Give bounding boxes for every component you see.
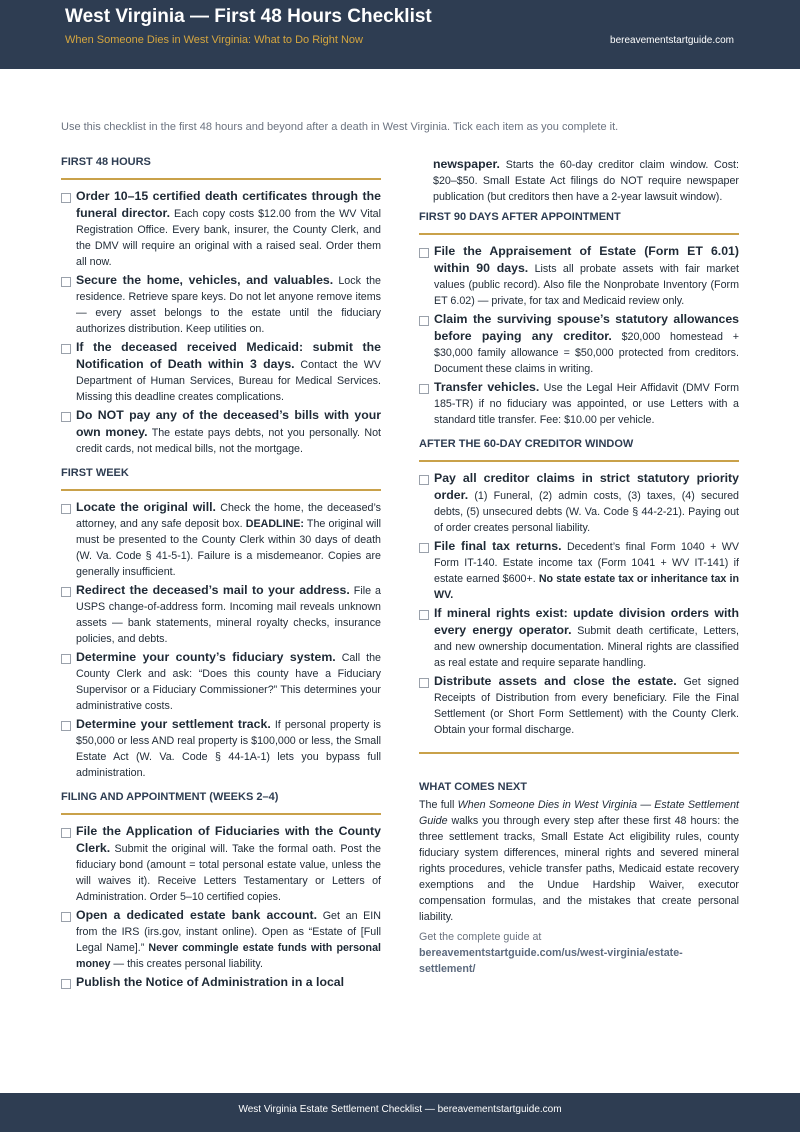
section-heading-first-week: FIRST WEEK bbox=[61, 467, 381, 491]
tax-note: No state estate tax or inheritance tax in WV. bbox=[434, 573, 739, 601]
what-comes-next-body: The full When Someone Dies in West Virginia — Estate Settlement Guide walks you through every step after these first 48 hours: the three settlement tracks, Small Estate Act eligibility rules, county fiduciary system differences, mineral rights and severed mineral rights procedures, vehicle transfer paths, Medicaid estate recovery exemptions and the Undue Hardship Waiver, executor compensation formulas, and the mistakes that create personal liability. bbox=[419, 799, 739, 923]
checkbox[interactable] bbox=[419, 543, 429, 553]
page-title: West Virginia — First 48 Hours Checklist bbox=[65, 6, 432, 27]
checkbox[interactable] bbox=[419, 475, 429, 485]
item-lead: Locate the original will. bbox=[76, 500, 216, 514]
item-lead: Publish the Notice of Administration in a local bbox=[76, 975, 345, 989]
header-site: bereavementstartguide.com bbox=[610, 35, 734, 46]
page-header bbox=[0, 0, 800, 69]
item-body: $20,000 homestead + $30,000 family allowance = $50,000 protected from creditors. Document these claims in writing. bbox=[434, 331, 739, 375]
section-heading-after-60-day: AFTER THE 60-DAY CREDITOR WINDOW bbox=[419, 438, 739, 462]
item-lead: File the Application of Fiduciaries with the County Clerk. bbox=[76, 824, 381, 855]
right-column bbox=[419, 156, 739, 977]
item-lead: Determine your county’s fiduciary system. bbox=[76, 650, 336, 664]
checkbox[interactable] bbox=[61, 504, 71, 514]
checkbox[interactable] bbox=[61, 979, 71, 989]
deadline-label: DEADLINE: bbox=[245, 518, 304, 530]
checklist-item bbox=[419, 605, 739, 671]
item-body: Get signed Receipts of Distribution from every beneficiary. File the Final Settlement (or Short Form Settlement) with the County Clerk. Obtain your formal discharge. bbox=[434, 676, 739, 736]
guide-link[interactable]: bereavementstartguide.com/us/west-virginia/estate-settlement/ bbox=[419, 947, 683, 975]
item-body: If personal property is $50,000 or less AND real property is $100,000 or less, the Small Estate Act (W. Va. Code § 44-1A-1) lets you bypass full administration. bbox=[76, 719, 381, 779]
what-comes-next-heading: WHAT COMES NEXT bbox=[419, 781, 527, 793]
item-body: Lock the residence. Retrieve spare keys. Do not let anyone remove items — every asset belongs to the estate until the fiduciary authorizes distribution. Keep utilities on. bbox=[76, 275, 381, 335]
item-lead: Open a dedicated estate bank account. bbox=[76, 908, 318, 922]
checkbox[interactable] bbox=[61, 721, 71, 731]
checklist-item bbox=[419, 379, 739, 428]
section-heading-first-90-days: FIRST 90 DAYS AFTER APPOINTMENT bbox=[419, 211, 739, 235]
item-body: Get an EIN from the IRS (irs.gov, instant online). Open as “Estate of [Full Legal Name].” bbox=[76, 910, 381, 954]
item-lead: Distribute assets and close the estate. bbox=[434, 674, 677, 688]
item-body: Submit the original will. Take the formal oath. Post the fiduciary bond (amount = total personal estate value, unless the will waives it). Receive Letters Testamentary or Letters of Administration. Order 5–10 certified copies. bbox=[76, 843, 381, 903]
checkbox[interactable] bbox=[61, 412, 71, 422]
checkbox[interactable] bbox=[61, 828, 71, 838]
item-lead: Order 10–15 certified death certificates through the funeral director. bbox=[76, 189, 381, 220]
checklist-item bbox=[61, 582, 381, 647]
item-body: The estate pays debts, not you personally. Not credit cards, not medical bills, not the mortgage. bbox=[76, 427, 381, 455]
item-body: Decedent’s final Form 1040 + WV Form IT-140. Estate income tax (Form 1041 + WV IT-141) if estate earned $600+. bbox=[434, 541, 739, 585]
checkbox[interactable] bbox=[419, 316, 429, 326]
item-lead: Claim the surviving spouse’s statutory allowances before paying any creditor. bbox=[434, 312, 739, 343]
item-lead: If the deceased received Medicaid: submit the Notification of Death within 3 days. bbox=[76, 340, 381, 371]
item-lead: File final tax returns. bbox=[434, 539, 562, 553]
warning-text: Never commingle estate funds with personal money bbox=[76, 942, 381, 970]
item-body: Contact the WV Department of Human Services, Bureau for Medical Services. Missing this deadline creates complications. bbox=[76, 359, 381, 403]
item-lead: newspaper. bbox=[433, 157, 500, 171]
checkbox[interactable] bbox=[61, 277, 71, 287]
checkbox[interactable] bbox=[61, 587, 71, 597]
item-body: (1) Funeral, (2) admin costs, (3) taxes, (4) secured debts, (5) unsecured debts (W. Va. Code § 44-2-21). Paying out of order creates personal liability. bbox=[434, 490, 739, 534]
checkbox[interactable] bbox=[419, 610, 429, 620]
item-lead: If mineral rights exist: update division orders with every energy operator. bbox=[434, 606, 739, 637]
checkbox[interactable] bbox=[419, 248, 429, 258]
checklist-item bbox=[61, 649, 381, 714]
checkbox[interactable] bbox=[61, 654, 71, 664]
checklist-item bbox=[61, 188, 381, 270]
section-heading-first-48-hours: FIRST 48 HOURS bbox=[61, 156, 381, 180]
checkbox[interactable] bbox=[61, 912, 71, 922]
checklist-item bbox=[419, 673, 739, 738]
item-body: Lists all probate assets with fair market values (public record). Also file the Nonprobate Inventory (Form ET 6.02) — private, for tax and Medicaid review only. bbox=[434, 263, 739, 307]
item-body: Check the home, the deceased’s attorney, and any safe deposit box. bbox=[76, 502, 382, 530]
checkbox[interactable] bbox=[61, 193, 71, 203]
checklist-item bbox=[419, 243, 739, 309]
checklist-item-continued bbox=[419, 156, 739, 205]
page-footer: West Virginia Estate Settlement Checklist — bereavementstartguide.com bbox=[0, 1093, 800, 1132]
item-lead: Do NOT pay any of the deceased’s bills with your own money. bbox=[76, 408, 381, 439]
item-body: Starts the 60-day creditor claim window. Cost: $20–$50. Small Estate Act filings do NOT require newspaper publication (but creditors then have a 2-year lawsuit window). bbox=[433, 159, 739, 203]
item-lead: Redirect the deceased’s mail to your address. bbox=[76, 583, 350, 597]
checklist-item bbox=[61, 974, 381, 991]
item-body: The original will must be presented to the County Clerk within 30 days of death (W. Va. Code § 41-5-1). Failure is a misdemeanor. Copies are generally insufficient. bbox=[76, 518, 381, 578]
checklist-item bbox=[61, 407, 381, 457]
checklist-item bbox=[419, 311, 739, 377]
left-column bbox=[61, 156, 381, 993]
checklist-item bbox=[61, 907, 381, 972]
checklist-item bbox=[61, 823, 381, 905]
item-body: Call the County Clerk and ask: “Does this county have a Fiduciary Supervisor or a Fiduciary Commissioner?” This determines your administrative costs. bbox=[76, 652, 381, 712]
checklist-item bbox=[61, 499, 381, 580]
item-lead: Secure the home, vehicles, and valuables. bbox=[76, 273, 334, 287]
checklist-item bbox=[419, 538, 739, 603]
divider bbox=[419, 752, 739, 754]
item-body: Submit death certificate, Letters, and new ownership documentation. Mineral rights are classified as real estate and require separate handling. bbox=[434, 625, 739, 669]
item-lead: Transfer vehicles. bbox=[434, 380, 540, 394]
cta-label: Get the complete guide at bbox=[419, 931, 542, 943]
item-body: — this creates personal liability. bbox=[110, 958, 263, 970]
checklist-item bbox=[61, 339, 381, 405]
checklist-item bbox=[61, 272, 381, 337]
item-body: Each copy costs $12.00 from the WV Vital Registration Office. Every bank, insurer, the County Clerk, and the DMV will require an original with a raised seal. Order them all now. bbox=[76, 208, 381, 268]
item-body: Use the Legal Heir Affidavit (DMV Form 185-TR) if no fiduciary was appointed, or use Letters with a standard title transfer. Fee: $10.00 per vehicle. bbox=[434, 382, 739, 426]
item-lead: Pay all creditor claims in strict statutory priority order. bbox=[434, 471, 739, 502]
checkbox[interactable] bbox=[419, 384, 429, 394]
guide-title: When Someone Dies in West Virginia — Estate Settlement Guide bbox=[419, 799, 739, 827]
item-lead: Determine your settlement track. bbox=[76, 717, 271, 731]
page-subtitle: When Someone Dies in West Virginia: What to Do Right Now bbox=[65, 34, 363, 46]
section-heading-filing: FILING AND APPOINTMENT (WEEKS 2–4) bbox=[61, 791, 381, 815]
checkbox[interactable] bbox=[419, 678, 429, 688]
intro-text: Use this checklist in the first 48 hours and beyond after a death in West Virginia. Tick each item as you complete it. bbox=[61, 121, 619, 133]
item-lead: File the Appraisement of Estate (Form ET 6.01) within 90 days. bbox=[434, 244, 739, 275]
item-body: File a USPS change-of-address form. Incoming mail reveals unknown assets — bank statements, mineral royalty checks, insurance policies, and debts. bbox=[76, 585, 381, 645]
checklist-item bbox=[419, 470, 739, 536]
checkbox[interactable] bbox=[61, 344, 71, 354]
checklist-item bbox=[61, 716, 381, 781]
